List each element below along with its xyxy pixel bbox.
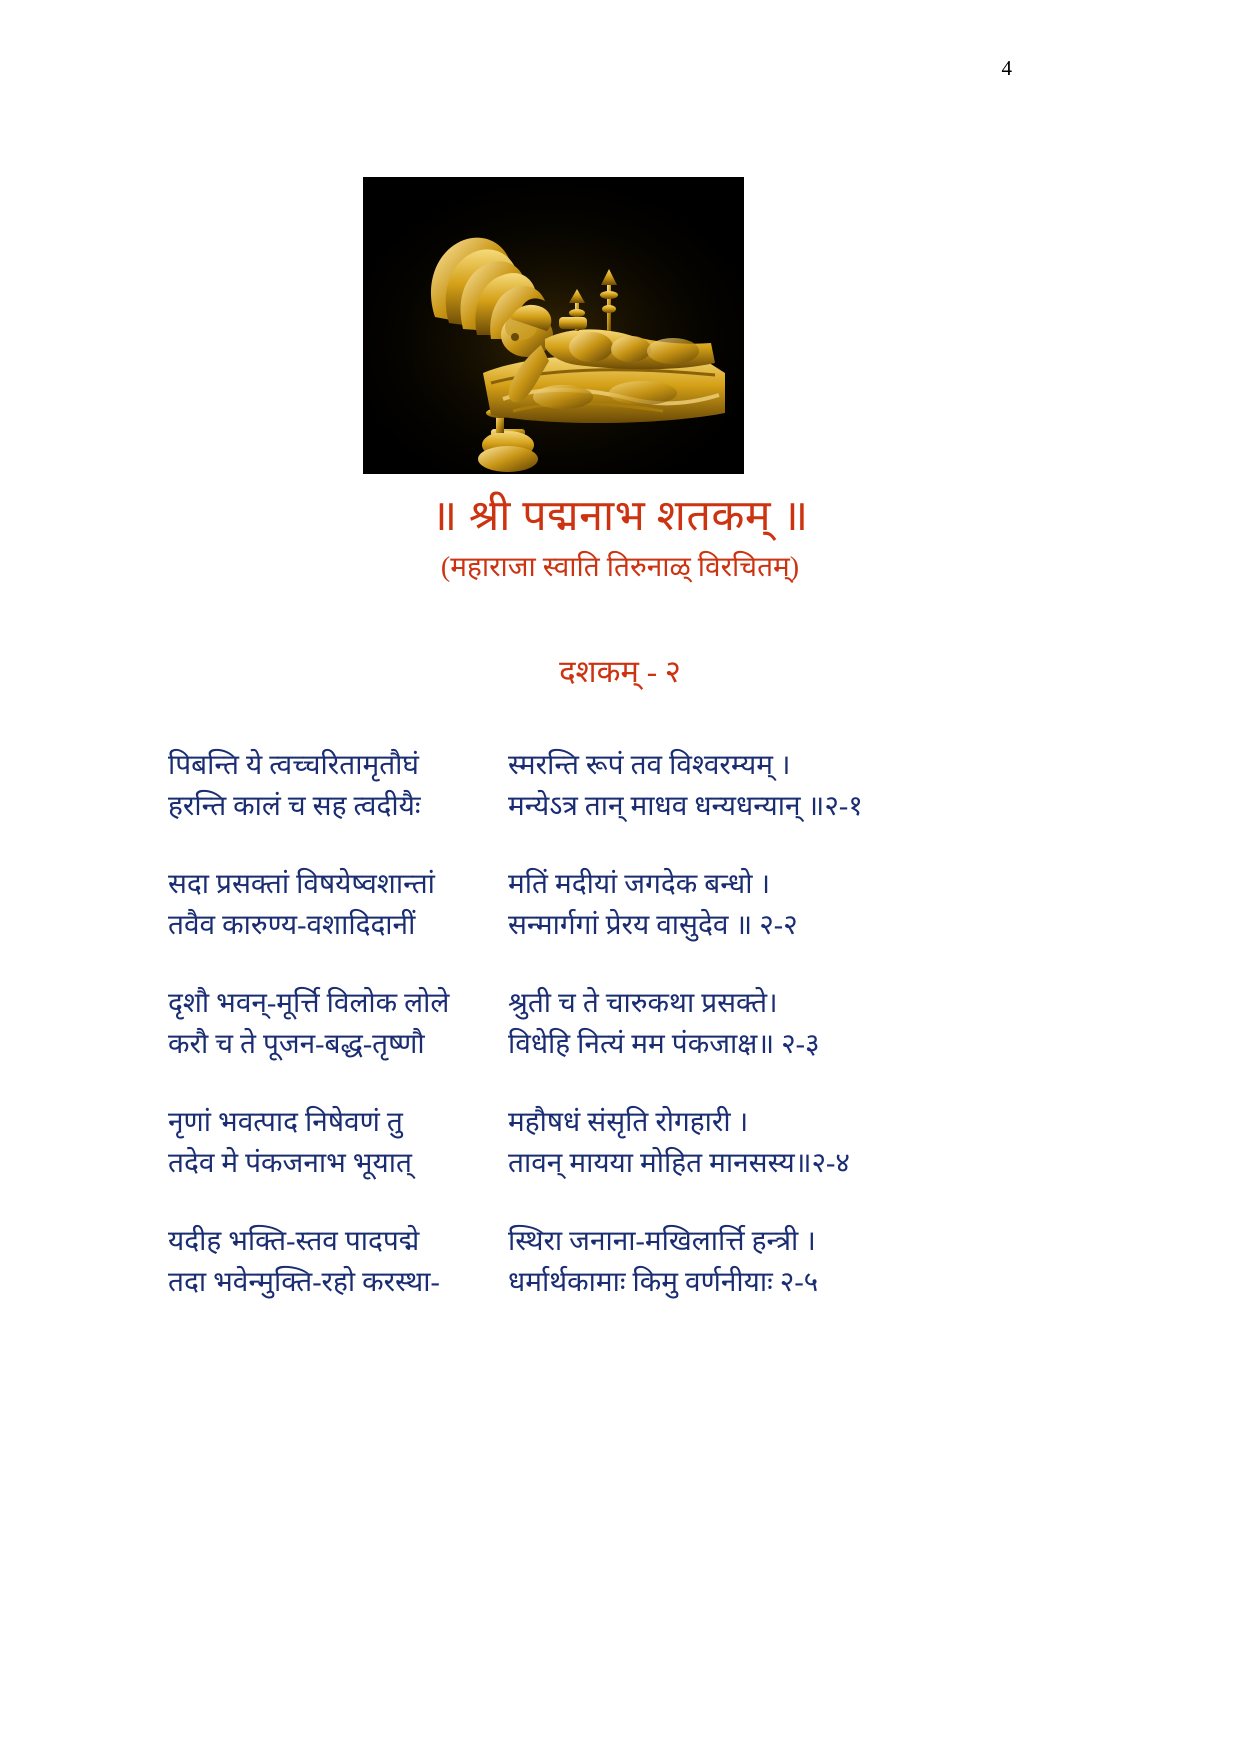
verse-line [168,745,1068,786]
hemistich-first: करौ च ते पूजन-बद्ध-तृष्णौ [168,1029,425,1061]
sri-padmanabha-reclining-deity-image [363,177,744,474]
hemistich-second: महौषधं संसृति रोगहारी । [508,1106,749,1138]
hemistich-first: तदा भवेन्मुक्ति-रहो करस्था- [168,1266,440,1298]
verse-line [168,1102,1068,1143]
title-block [0,490,1240,586]
hemistich-second: धर्मार्थकामाः किमु वर्णनीयाः २-५ [508,1266,819,1298]
verse-line [168,864,1068,905]
hemistich-second: श्रुती च ते चारुकथा प्रसक्ते। [508,987,778,1019]
hemistich-first: पिबन्ति ये त्वच्चरितामृतौघं [168,750,419,781]
hemistich-second: स्मरन्ति रूपं तव विश्वरम्यम् । [508,750,791,781]
verse-block [168,864,1068,947]
verse-line [168,1262,1068,1303]
hemistich-second: विधेहि नित्यं मम पंकजाक्ष॥ २-३ [508,1029,820,1061]
page-number: 4 [1001,56,1012,80]
verse-list [168,745,1068,1303]
verse-line [168,786,1068,827]
deity-figure [363,177,744,474]
page-title: ॥ श्री पद्मनाभ शतकम् ॥ [431,493,809,540]
hemistich-first: सदा प्रसक्तां विषयेष्वशान्तां [168,868,435,900]
hemistich-second: स्थिरा जनाना-मखिलार्त्ति हन्त्री । [508,1225,816,1257]
hemistich-first: तवैव कारुण्य-वशादिदानीं [168,910,416,942]
verse-block [168,983,1068,1066]
verse-line [168,1221,1068,1262]
hemistich-second: सन्मार्गगां प्रेरय वासुदेव ॥ २-२ [508,910,798,942]
hemistich-first: हरन्ति कालं च सह त्वदीयैः [168,791,421,823]
verse-line [168,1024,1068,1065]
hemistich-second: मतिं मदीयां जगदेक बन्धो । [508,868,771,900]
hemistich-second: तावन् मायया मोहित मानसस्य॥२-४ [508,1148,850,1180]
verse-block [168,745,1068,828]
author-subtitle: (महाराजा स्वाति तिरुनाळ् विरचितम्) [440,551,800,583]
hemistich-first: दृशौ भवन्-मूर्त्ति विलोक लोले [168,987,450,1019]
hemistich-first: तदेव मे पंकजनाभ भूयात् [168,1148,412,1180]
verse-line [168,983,1068,1024]
verse-block [168,1221,1068,1304]
hemistich-second: मन्येऽत्र तान् माधव धन्यधन्यान् ॥२-१ [508,791,863,823]
verse-line [168,905,1068,946]
verse-line [168,1143,1068,1184]
hemistich-first: नृणां भवत्पाद निषेवणं तु [168,1106,403,1138]
verse-block [168,1102,1068,1185]
section-heading: दशकम् - २ [559,654,681,689]
hemistich-first: यदीह भक्ति-स्तव पादपद्मे [168,1225,420,1257]
deity-illustration [363,177,744,474]
